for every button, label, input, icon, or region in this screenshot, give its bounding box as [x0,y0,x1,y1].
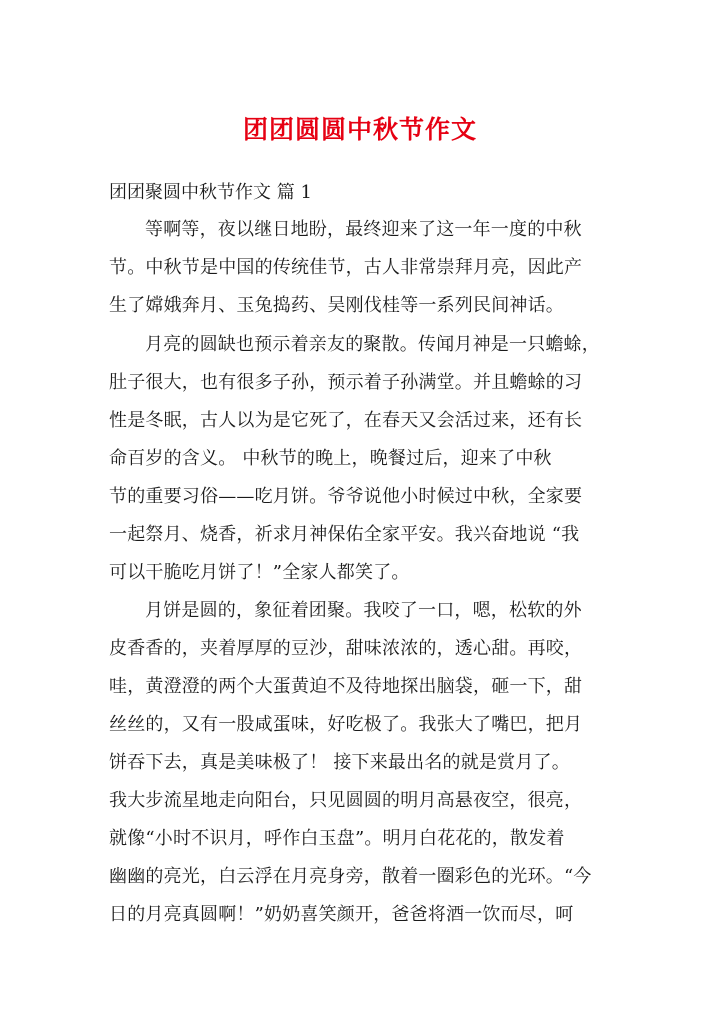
text-line: 节。中秋节是中国的传统佳节，古人非常崇拜月亮，因此产 [109,257,583,278]
text-line: 肚子很大，也有很多子孙，预示着子孙满堂。并且蟾蜍的习 [109,372,583,393]
text-line: 性是冬眠，古人以为是它死了，在春天又会活过来，还有长 [109,410,583,431]
text-line: 一起祭月、烧香，祈求月神保佑全家平安。我兴奋地说 “我 [109,524,580,545]
text-line: 月亮的圆缺也预示着亲友的聚散。传闻月神是一只蟾蜍， [145,334,600,355]
text-line: 就像“小时不识月，呼作白玉盘”。明月白花花的，散发着 [109,828,565,849]
text-line: 哇，黄澄澄的两个大蛋黄迫不及待地探出脑袋，砸一下，甜 [109,676,583,697]
text-line: 我大步流星地走向阳台，只见圆圆的明月高悬夜空，很亮， [109,790,583,811]
text-line: 月饼是圆的，象征着团聚。我咬了一口，嗯，松软的外 [145,600,582,621]
text-line: 生了嫦娥奔月、玉兔捣药、吴刚伐桂等一系列民间神话。 [109,295,564,316]
document-title: 团团圆圆中秋节作文 [242,115,477,144]
text-line: 皮香香的，夹着厚厚的豆沙，甜味浓浓的，透心甜。再咬， [109,638,583,659]
section-heading: 团团聚圆中秋节作文 篇 1 [109,182,312,203]
text-line: 等啊等，夜以继日地盼，最终迎来了这一年一度的中秋 [145,219,582,240]
text-line: 丝丝的，又有一股咸蛋味，好吃极了。我张大了嘴巴，把月 [109,714,583,735]
text-line: 节的重要习俗——吃月饼。爷爷说他小时候过中秋，全家要 [109,486,583,507]
text-line: 命百岁的含义。 中秋节的晚上，晚餐过后，迎来了中秋 [109,448,552,469]
text-line: 日的月亮真圆啊！”奶奶喜笑颜开，爸爸将酒一饮而尽，呵 [109,904,574,925]
text-line: 饼吞下去，真是美味极了！ 接下来最出名的就是赏月了。 [109,752,570,773]
text-line: 可以干脆吃月饼了！”全家人都笑了。 [109,562,410,583]
text-line: 幽幽的亮光，白云浮在月亮身旁，散着一圈彩色的光环。“今 [109,866,592,887]
